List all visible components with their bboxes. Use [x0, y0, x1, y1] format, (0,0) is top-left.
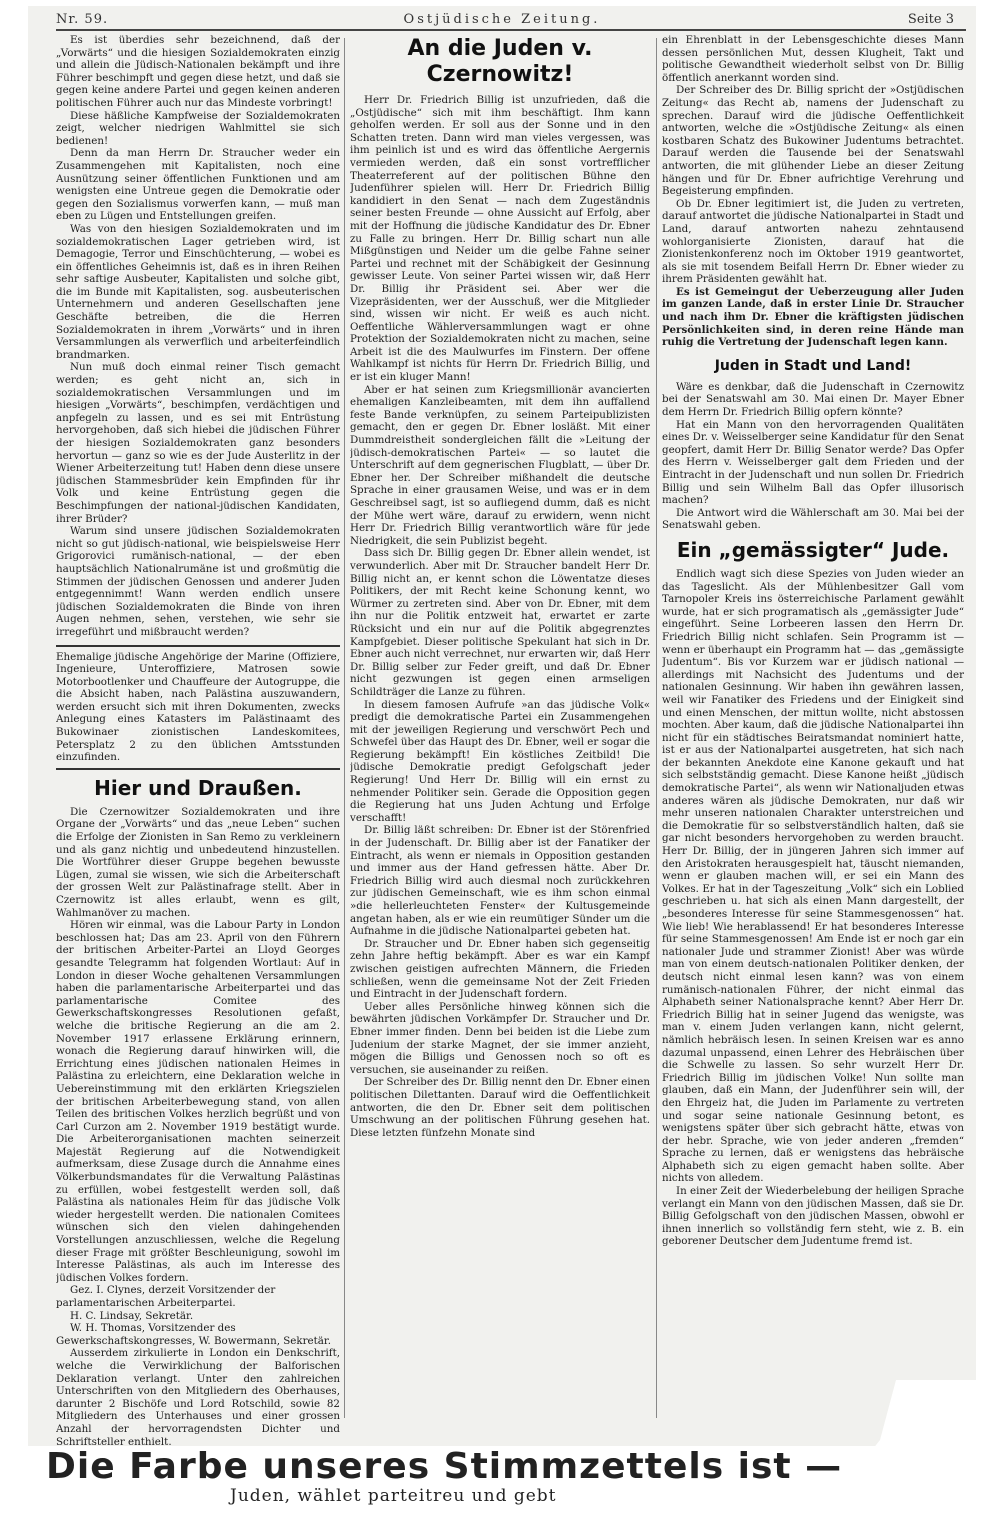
column-2 — [350, 34, 650, 1449]
signature: Gez. I. Clynes, derzeit Vorsitzender der parlamentarischen Arbeiterpartei. — [56, 1284, 276, 1309]
column-3 — [662, 34, 964, 1444]
page-number: Seite 3 — [907, 12, 954, 27]
paragraph: ein Ehrenblatt in der Lebensgeschichte dieses Mann dessen persönlichen Mut, dessen Klugheit, Takt und politische Gewandtheit wiederholt selbst von Dr. Billig öffentlich anerkannt worden sind. — [662, 34, 964, 84]
column-divider-1 — [344, 38, 345, 1418]
heading-hier-und-draussen: Hier und Draußen. — [94, 775, 302, 800]
paragraph: Dr. Straucher und Dr. Ebner haben sich gegenseitig zehn Jahre heftig bekämpft. Aber es war ein Kampf zwischen geistigen aufrechten Männern, die Frieden schließen, wenn die gemeinsame Not der Zeit Frieden und Eintracht in der Judenschaft fordern. — [350, 937, 650, 1001]
bold-paragraph: Es ist Gemeingut der Ueberzeugung aller Juden im ganzen Lande, daß in erster Linie Dr. Straucher und nach ihm Dr. Ebner die kräftigsten jüdischen Persönlichkeiten sind, in deren reine Hände man ruhig die Vertretung der Judenschaft legen kann. — [662, 285, 964, 349]
banner-subtitle: Juden, wählet parteitreu und gebt — [230, 1486, 557, 1506]
paragraph: Warum sind unsere jüdischen Sozialdemokraten nicht so gut jüdisch-national, wie beispielsweise Herr Grigorovici rumänisch-national, — der eben hauptsächlich Nationalrumäne ist und großmütig die Stimmen der jüdischen Genossen und anderer Juden entgegennimmt! Wann werden endlich unsere jüdischen Sozialdemokraten die Binde von ihren Augen nehmen, sehen, verstehen, wie sehr sie irregeführt und mißbraucht werden? — [56, 525, 340, 638]
paragraph: Hat ein Mann von den hervorragenden Qualitäten eines Dr. v. Weisselberger seine Kandidatur für den Senat geopfert, damit Herr Dr. Billig Senator werde? Das Opfer des Herrn v. Weisselberger galt dem Frieden und der Eintracht in der Judenschaft und nun sollen Dr. Friedrich Billig und sein Wilhelm Ball das Opfer illusorisch machen? — [662, 418, 964, 507]
paragraph: Wäre es denkbar, daß die Judenschaft in Czernowitz bei der Senatswahl am 30. Mai einen Dr. Mayer Ebner dem Herrn Dr. Friedrich Billig opfern könnte? — [662, 380, 964, 419]
paragraph: Ueber alles Persönliche hinweg können sich die bewährten jüdischen Vorkämpfer Dr. Straucher und Dr. Ebner immer finden. Denn bei beiden ist die Liebe zum Judenium der starke Magnet, der sie immer anzieht, mögen die Billigs und Genossen noch so oft es versuchen, sie auseinander zu reißen. — [350, 1000, 650, 1076]
bottom-banner — [30, 1446, 843, 1506]
paragraph: Dass sich Dr. Billig gegen Dr. Ebner allein wendet, ist verwunderlich. Aber mit Dr. Straucher bandelt Herr Dr. Billig nicht an, er kennt schon die Löwentatze dieses Politikers, der mit Recht keine Schonung kennt, wo Würmer zu zertreten sind. Aber von Dr. Ebner, mit dem ihn nur die Politik entzweit hat, erwartet er zarte Rücksicht und ein nur auf die Politik abgegrenztes Kampfgebiet. Dieser politische Spekulant hat sich in Dr. Ebner auch nicht verrechnet, nur erwarten wir, daß Herr Dr. Billig selber zur Feder greift, und daß Dr. Ebner nicht gezwungen ist gegen einen armseligen Schildträger die Lanze zu führen. — [350, 547, 650, 698]
paragraph: Aber er hat seinen zum Kriegsmillionär avancierten ehemaligen Kanzleibeamten, mit dem ihn auffallend feste Bande verknüpfen, zu seinem Parteipublizisten gemacht, den er gegen Dr. Ebner losläßt. Mit einer Dummdreistheit sondergleichen fällt die »Leitung der jüdisch-demokratischen Partei« — so lautet die Unterschrift auf dem gegnerischen Flugblatt, — über Dr. Ebner her. Der Schreiber mißhandelt die deutsche Sprache in einer grausamen Weise, und was er in dem Geschreibsel sagt, ist so aufliegend dumm, daß es nicht der Mühe wert wäre, darauf zu erwidern, wenn nicht Herr Dr. Friedrich Billig verantwortlich wäre für jede Niedrigkeit, die sein Publizist begeht. — [350, 383, 650, 547]
paragraph: In diesem famosen Aufrufe »an das jüdische Volk« predigt die demokratische Partei ein Zusammengehen mit der jeweiligen Regierung und verschwört Pech und Schwefel über das Haupt des Dr. Ebner, weil er sogar die Regierung bekämpft! Ein köstliches Zeitbild! Die jüdische Demokratie predigt Gefolgschaft jeder Regierung! Und Herr Dr. Billig will ein ernst zu nehmender Politiker sein. Gerade die Opposition gegen die Regierung hat uns Juden Achtung und Erfolge verschafft! — [350, 698, 650, 824]
paragraph: Hören wir einmal, was die Labour Party in London beschlossen hat; Das am 23. April von den Führern der britischen Arbeiter-Partei an Lloyd Georges gesandte Telegramm hat folgenden Wortlaut: Auf in London in dieser Woche gehaltenen Versammlungen haben die parlamentarische Arbeiterpartei und das parlamentarische Comitee des Gewerkschaftskongresses Resolutionen gefaßt, welche die britische Regierung an die am 2. November 1917 erlassene Erklärung erinnern, wonach die Regierung darauf hinwirken will, die Errichtung eines jüdischen nationalen Heimes in Palästina zu erleichtern, eine Deklaration welche in Uebereinstimmung mit den erklärten Kriegszielen der britischen Arbeiterbewegung stand, von allen Teilen des britischen Volkes herzlich begrüßt und von Carl Curzon am 2. November 1919 bestätigt wurde. Die Arbeiterorganisationen machten seinerzeit Majestät Regierung auf die Notwendigkeit aufmerksam, diese Zusage durch die Annahme eines Völkerbundsmandates für die Verwaltung Palästinas zu erfüllen, wobei festgestellt werden soll, daß Palästina als nationales Heim für das jüdische Volk wieder hergestellt werden. Die nationalen Comitees wünschen sich den vielen dahingehenden Vorstellungen anzuschliessen, welche die Regelung dieser Frage mit größter Beschleunigung, sowohl im Interesse Palästinas, als auch im Interesse des jüdischen Volkes fordern. — [56, 919, 340, 1284]
paragraph: Der Schreiber des Dr. Billig nennt den Dr. Ebner einen politischen Dilettanten. Darauf wird die Oeffentlichkeit antworten, die den Dr. Ebner seit dem politischen Umschwung an der politischen Führung gesehen hat. Diese letzten fünfzehn Monate sind — [350, 1076, 650, 1139]
column-1 — [56, 34, 340, 1459]
paragraph: Endlich wagt sich diese Spezies von Juden wieder an das Tageslicht. Als der Mühlenbesitzer Gall vom Tarnopoler Kreis ins österreichische Parlament gewählt wurde, hat er sich programatisch als „gemässigter Jude“ eingeführt. Seine Lorbeeren lassen den Herrn Dr. Friedrich Billig nicht schlafen. Sein Programm ist — wenn er überhaupt ein Programm hat — das „gemässigte Judentum“. Bis vor Kurzem war er jüdisch national — allerdings mit Nachsicht des Judentums und der nationalen Gesinnung. Wir haben ihn gewähren lassen, weil wir Fanatiker des Friedens und der Einigkeit sind und einen Menschen, der mittun wollte, nicht abstossen mochten. Aber kaum, daß die jüdische Nationalpartei ihn nicht für ein städtisches Beiratsmandat nominiert hatte, ist er aus der Nationalpartei ausgetreten, hat sich nach der bekannten Anekdote eine Kanone gekauft und hat sich selbstständig gemacht. Diese Kanone heißt „jüdisch demokratische Partei“, als wenn wir Nationaljuden etwas anderes wären als jüdische Demokraten, nur daß wir mehr unseren nationalen Charakter unterstreichen und die Demokratie für so selbstverständlich halten, daß sie gar nicht besonders hervorgehoben zu werden braucht. Herr Dr. Billig, der in jüngeren Jahren sich immer auf den Aristokraten herausgespielt hat, täuscht niemanden, wenn er glauben machen will, er sei ein Mann des Volkes. Er hat in der Tageszeitung „Volk“ sich ein Loblied geschrieben u. hat sich als einen Mann dargestellt, der „besonderes Interesse für seine Stammesgenossen“ hat. Wie lieb! Wie herablassend! Er hat besonderes Interesse für seine Stammesgenossen! Am Ende ist er noch gar ein nationaler Jude und strammer Zionist! Aber was würde man von einem deutsch-nationalen Politiker denken, der deutsch nicht einmal lesen kann? was von einem rumänisch-nationalen Führer, der nicht einmal das Alphabeth seiner Nationalsprache kennt? Aber Herr Dr. Friedrich Billig hat in seiner Jugend das wenigste, was man v. einem Juden verlangen kann, nicht gelernt, nämlich hebräisch lesen. In seinen Kreisen war es anno dazumal unpassend, einen Lehrer des Hebräischen über die Schwelle zu lassen. So sehr wurzelt Herr Dr. Friedrich Billig im jüdischen Volke! Nun sollte man glauben, daß ein Mann, der Judenführer sein will, der den Ehrgeiz hat, die Juden im Parlamente zu vertreten und sogar seine nationale Gesinnung betont, es wenigstens später über sich gebracht hätte, etwas von der hebr. Sprache, wie von jeder anderen „fremden“ Sprache zu lernen, daß er wenigstens das hebräische Alphabeth sich zu eigen gemacht haben sollte. Aber nichts von alledem. — [662, 567, 964, 1185]
torn-edge — [0, 1100, 30, 1520]
paragraph: Nun muß doch einmal reiner Tisch gemacht werden; es geht nicht an, sich in sozialdemokratischen Versammlungen und im hiesigen „Vorwärts“, beschimpfen, verdächtigen und anpfegeln zu lassen, und es sei mit Entrüstung hervorgehoben, daß sich hiebei die jüdischen Führer der hiesigen Sozialdemokraten ganz besonders hervortun — ganz so wie es der Jude Austerlitz in der Wiener Arbeiterzeitung tut! Haben denn diese unsere jüdischen Stammesbrüder kein Empfinden für ihr Volk und keine Entrüstung gegen die Beschimpfungen der national-jüdischen Kandidaten, ihrer Brüder? — [56, 361, 340, 525]
paragraph: Was von den hiesigen Sozialdemokraten und im sozialdemokratischen Lager getrieben wird, ist Demagogie, Terror und Einschüchterung, — wobei es ein öffentliches Geheimnis ist, daß es in ihren Reihen sehr saftige Ausbeuter, Kapitalisten und solche gibt, die im Bunde mit Kapitalisten, sog. ausbeuterischen Unternehmern und anderen Gesellschaften jene Geschäfte betreiben, die die Herren Sozialdemokraten in ihrem „Vorwärts“ und in ihren Versammlungen als verwerflich und arbeiterfeindlich brandmarken. — [56, 222, 340, 361]
newspaper-name: Ostjüdische Zeitung. — [403, 12, 601, 27]
signature: W. H. Thomas, Vorsitzender des Gewerkschaftskongresses, W. Bowermann, Sekretär. — [56, 1322, 331, 1347]
paragraph: Es ist überdies sehr bezeichnend, daß der „Vorwärts“ und die hiesigen Sozialdemokraten einzig und allein die Jüdisch-Nationalen bekämpft und ihre Führer beschimpft und gegen diese hetzt, und daß sie gegen keine andere Partei und gegen keinen anderen politischen Führer auch nur das Mindeste vorbringt! — [56, 34, 340, 109]
heading-juden-in-stadt-und-land: Juden in Stadt und Land! — [714, 357, 912, 374]
paragraph: Ob Dr. Ebner legitimiert ist, die Juden zu vertreten, darauf antwortet die jüdische Nationalpartei in Stadt und Land, darauf antworten nahezu zehntausend wohlorganisierte Zionisten, darauf hat die Zionistenkonferenz noch im Oktober 1919 geantwortet, als sie mit tosendem Beifall Herrn Dr. Ebner wieder zu ihrem Präsidenten gewählt hat. — [662, 197, 964, 286]
issue-number: Nr. 59. — [56, 12, 109, 27]
notice-box — [56, 645, 340, 770]
paragraph: Dr. Billig läßt schreiben: Dr. Ebner ist der Störenfried in der Judenschaft. Dr. Billig aber ist der Fanatiker der Eintracht, als wenn er niemals in Opposition gestanden und immer aus der Hand gefressen hätte. Aber Dr. Friedrich Billig wird auch diesmal noch zurückkehren zur jüdischen Gemeinschaft, wie es ihm schon einmal »die hellerleuchteten Fenster« der Kultusgemeinde angetan haben, als er wie ein reumütiger Sünder um die Aufnahme in die jüdische Nationalpartei gebeten hat. — [350, 824, 650, 938]
paragraph: Ausserdem zirkulierte in London ein Denkschrift, welche die Verwirklichung der Balforischen Deklaration verlangt. Unter den zahlreichen Unterschriften von den Mitgliedern des Oberhauses, darunter 2 Bischöfe und Lord Rotschild, sowie 82 Mitgliedern des Unterhauses und einer grossen Anzahl der hervorragendsten Dichter und Schriftsteller enthielt. — [56, 1347, 340, 1448]
page-header — [28, 6, 976, 28]
banner-title: Die Farbe unseres Stimmzettels ist — — [46, 1446, 843, 1487]
header-rule — [56, 29, 966, 31]
heading-gemaessigter-jude: Ein „gemässigter“ Jude. — [676, 537, 950, 562]
paragraph: Die Czernowitzer Sozialdemokraten und ihre Organe der „Vorwärts“ und das „neue Leben“ suchen die Erfolge der Zionisten in San Remo zu verkleinern und als ganz nichtig und unbedeutend hinzustellen. Die Wortführer dieser Gruppe begehen bewusste Lügen, zumal sie wissen, wie sich die Arbeiterschaft der grossen Welt zur Palästinafrage stellt. Aber in Czernowitz ist alles erlaubt, wenn es gilt, Wahlmanöver zu machen. — [56, 805, 340, 919]
paragraph: Denn da man Herrn Dr. Straucher weder ein Zusammengehen mit Kapitalisten, noch eine Ausnützung seiner öffentlichen Funktionen und am wenigsten eine Untreue gegen die Demokratie oder gegen den Sozialismus vorwerfen kann, — muß man eben zu Lügen und Entstellungen greifen. — [56, 147, 340, 223]
paragraph: In einer Zeit der Wiederbelebung der heiligen Sprache verlangt ein Mann von den jüdischen Massen, daß sie Dr. Billig Gefolgschaft von den jüdischen Massen, obwohl er ihnen innerlich so vollständig fern steht, wie z. B. ein geborener Deutscher dem Judentume fremd ist. — [662, 1185, 964, 1248]
heading-an-die-juden: An die Juden v. Czernowitz! — [407, 36, 593, 87]
paragraph: Herr Dr. Friedrich Billig ist unzufrieden, daß die „Ostjüdische“ sich mit ihm beschäftigt. Ihm kann geholfen werden. Er soll aus der Sonne und in den Schatten treten. Dann wird man vieles vergessen, was ihm peinlich ist und es wird das öffentliche Aergernis vermieden werden, daß ein sonst vortrefflicher Theaterreferent auf der politischen Bühne den Judenführer spielen will. Herr Dr. Friedrich Billig kandidiert in den Senat — nach dem Zugeständnis seiner besten Freunde — ohne Aussicht auf Erfolg, aber mit der Hoffnung die jüdische Kandidatur des Dr. Ebner zu Falle zu bringen. Herr Dr. Billig schart nun alle Mißgünstigen und Neider um die gelbe Fahne seiner Partei und rechnet mit der Schäbigkeit der Gesinnung gewisser Leute. Von seiner Partei wissen wir, daß Herr Dr. Billig ihr Präsident sei. Aber wer die Vizepräsidenten, wer der Ausschuß, wer die Mitglieder sind, wissen wir nicht. Er weiß es auch nicht. Oeffentliche Wählerversammlungen wagt er ohne Protektion der Sozialdemokraten nicht zu machen, seine Arbeit ist die des Maulwurfes im Finstern. Der offene Wahlkampf ist nichts für Herrn Dr. Friedrich Billig, und er ist ein kluger Mann! — [350, 94, 650, 384]
notice-text: Ehemalige jüdische Angehörige der Marine (Offiziere, Ingenieure, Unteroffiziere, Matrosen sowie Motorbootlenker und Chauffeure der Autogruppe, die die Absicht haben, nach Palästina auszuwandern, werden ersucht sich mit ihren Dokumenten, zwecks Anlegung eines Katasters im Palästinaamt des Bukowinaer zionistischen Landeskomitees, Petersplatz 2 zu den üblichen Amtsstunden einzufinden. — [56, 650, 340, 764]
signature: H. C. Lindsay, Sekretär. — [70, 1309, 194, 1322]
paragraph: Diese häßliche Kampfweise der Sozialdemokraten zeigt, welcher niedrigen Wahlmittel sie sich bedienen! — [56, 109, 340, 147]
paragraph: Die Antwort wird die Wählerschaft am 30. Mai bei der Senatswahl geben. — [662, 506, 964, 532]
column-divider-2 — [656, 38, 657, 1418]
paragraph: Der Schreiber des Dr. Billig spricht der »Ostjüdischen Zeitung« das Recht ab, namens der Judenschaft zu sprechen. Darauf wird die jüdische Oeffentlichkeit antworten, welche die »Ostjüdische Zeitung« als einen kostbaren Schatz des Bukowiner Judentums betrachtet. Darauf werden die Tausende bei der Senatswahl antworten, die mit glühender Liebe an dieser Zeitung hängen und für Dr. Ebner aufrichtige Verehrung und Begeisterung empfinden. — [662, 84, 964, 198]
